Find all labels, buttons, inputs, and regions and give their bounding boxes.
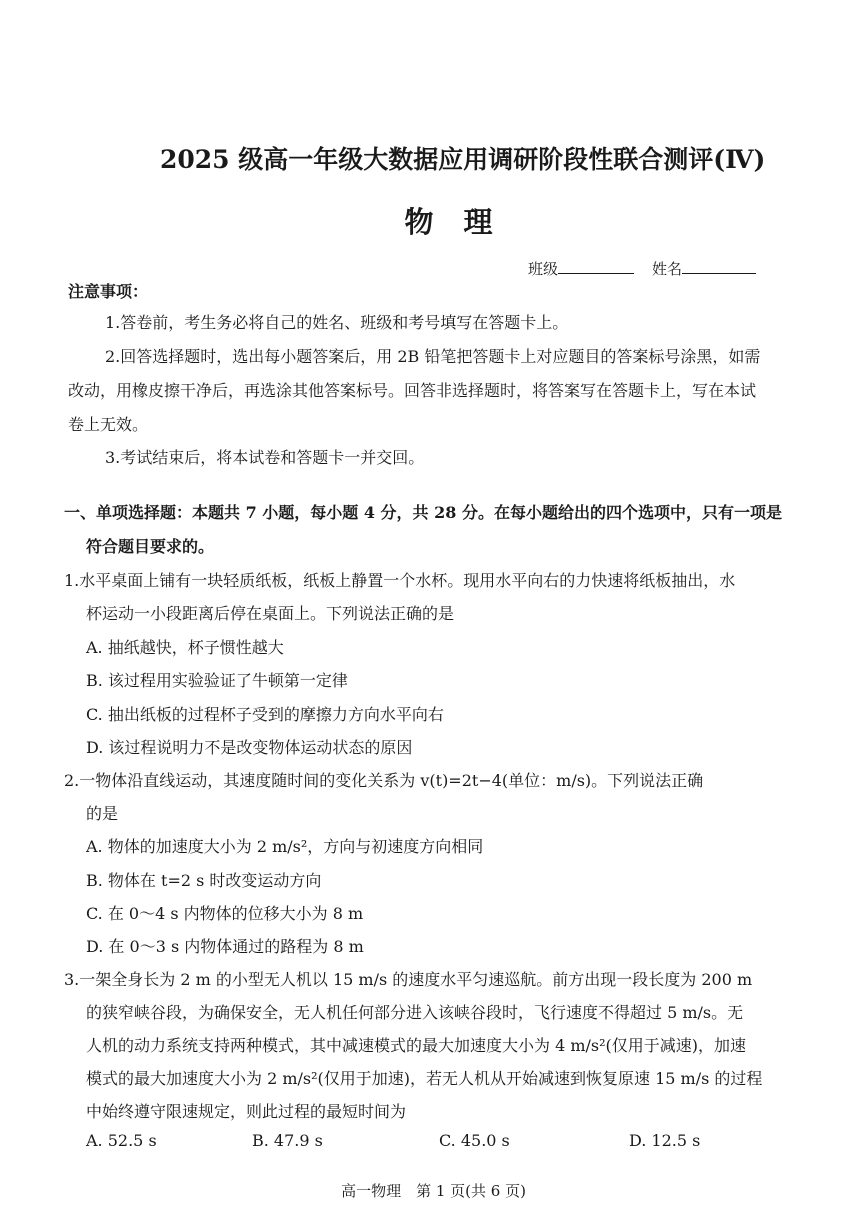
question-3-stem: 中始终遵守限速规定，则此过程的最短时间为 (86, 1102, 407, 1121)
subject-title: 物理 (404, 205, 523, 239)
question-2-option-a: A. 物体的加速度大小为 2 m/s²，方向与初速度方向相同 (86, 837, 484, 856)
question-3-stem: 3.一架全身长为 2 m 的小型无人机以 15 m/s 的速度水平匀速巡航。前方出现一段长度为 200 m (64, 970, 753, 989)
question-1-option-d: D. 该过程说明力不是改变物体运动状态的原因 (86, 738, 413, 757)
section-heading: 一、单项选择题：本题共 7 小题，每小题 4 分，共 28 分。在每小题给出的四个选项中，只有一项是 (64, 503, 782, 522)
class-blank (558, 259, 634, 274)
question-3-stem: 的狭窄峡谷段，为确保安全，无人机任何部分进入该峡谷段时，飞行速度不得超过 5 m/s。无 (86, 1003, 744, 1022)
question-2-stem: 的是 (86, 804, 119, 823)
exam-title: 2025 级高一年级大数据应用调研阶段性联合测评(Ⅳ) (160, 145, 766, 174)
question-3-option-c: C. 45.0 s (439, 1131, 510, 1150)
question-1-option-a: A. 抽纸越快，杯子惯性越大 (86, 638, 284, 657)
question-3-option-d: D. 12.5 s (629, 1131, 701, 1150)
question-2-stem: 2.一物体沿直线运动，其速度随时间的变化关系为 v(t)=2t−4(单位：m/s)。下列说法正确 (64, 771, 704, 790)
question-1-option-c: C. 抽出纸板的过程杯子受到的摩擦力方向水平向右 (86, 705, 444, 724)
question-2-option-d: D. 在 0～3 s 内物体通过的路程为 8 m (86, 937, 364, 956)
question-3-stem: 模式的最大加速度大小为 2 m/s²(仅用于加速)，若无人机从开始减速到恢复原速 15 m/s 的过程 (86, 1069, 763, 1088)
notice-line: 3.考试结束后，将本试卷和答题卡一并交回。 (105, 448, 425, 467)
section-heading-cont: 符合题目要求的。 (86, 537, 215, 556)
notice-heading: 注意事项： (68, 282, 149, 301)
page-footer: 高一物理 第 1 页(共 6 页) (341, 1182, 526, 1200)
class-label: 班级 (528, 260, 559, 278)
question-3-option-b: B. 47.9 s (252, 1131, 323, 1150)
student-info-fields (528, 258, 756, 279)
notice-line: 卷上无效。 (68, 415, 149, 434)
name-label: 姓名 (652, 260, 683, 278)
notice-line: 改动，用橡皮擦干净后，再选涂其他答案标号。回答非选择题时，将答案写在答题卡上，写在本试 (68, 381, 757, 400)
question-2-option-c: C. 在 0～4 s 内物体的位移大小为 8 m (86, 904, 364, 923)
question-1-stem: 1.水平桌面上铺有一块轻质纸板，纸板上静置一个水杯。现用水平向右的力快速将纸板抽出，水 (64, 571, 736, 590)
question-2-option-b: B. 物体在 t=2 s 时改变运动方向 (86, 871, 322, 890)
notice-line: 1.答卷前，考生务必将自己的姓名、班级和考号填写在答题卡上。 (105, 313, 569, 332)
question-1-stem: 杯运动一小段距离后停在桌面上。下列说法正确的是 (86, 604, 455, 623)
question-1-option-b: B. 该过程用实验验证了牛顿第一定律 (86, 671, 348, 690)
name-blank (682, 259, 756, 274)
question-3-stem: 人机的动力系统支持两种模式，其中减速模式的最大加速度大小为 4 m/s²(仅用于减速)，加速 (86, 1036, 747, 1055)
notice-line: 2.回答选择题时，选出每小题答案后，用 2B 铅笔把答题卡上对应题目的答案标号涂黑，如需 (105, 347, 761, 366)
question-3-option-a: A. 52.5 s (86, 1131, 157, 1150)
